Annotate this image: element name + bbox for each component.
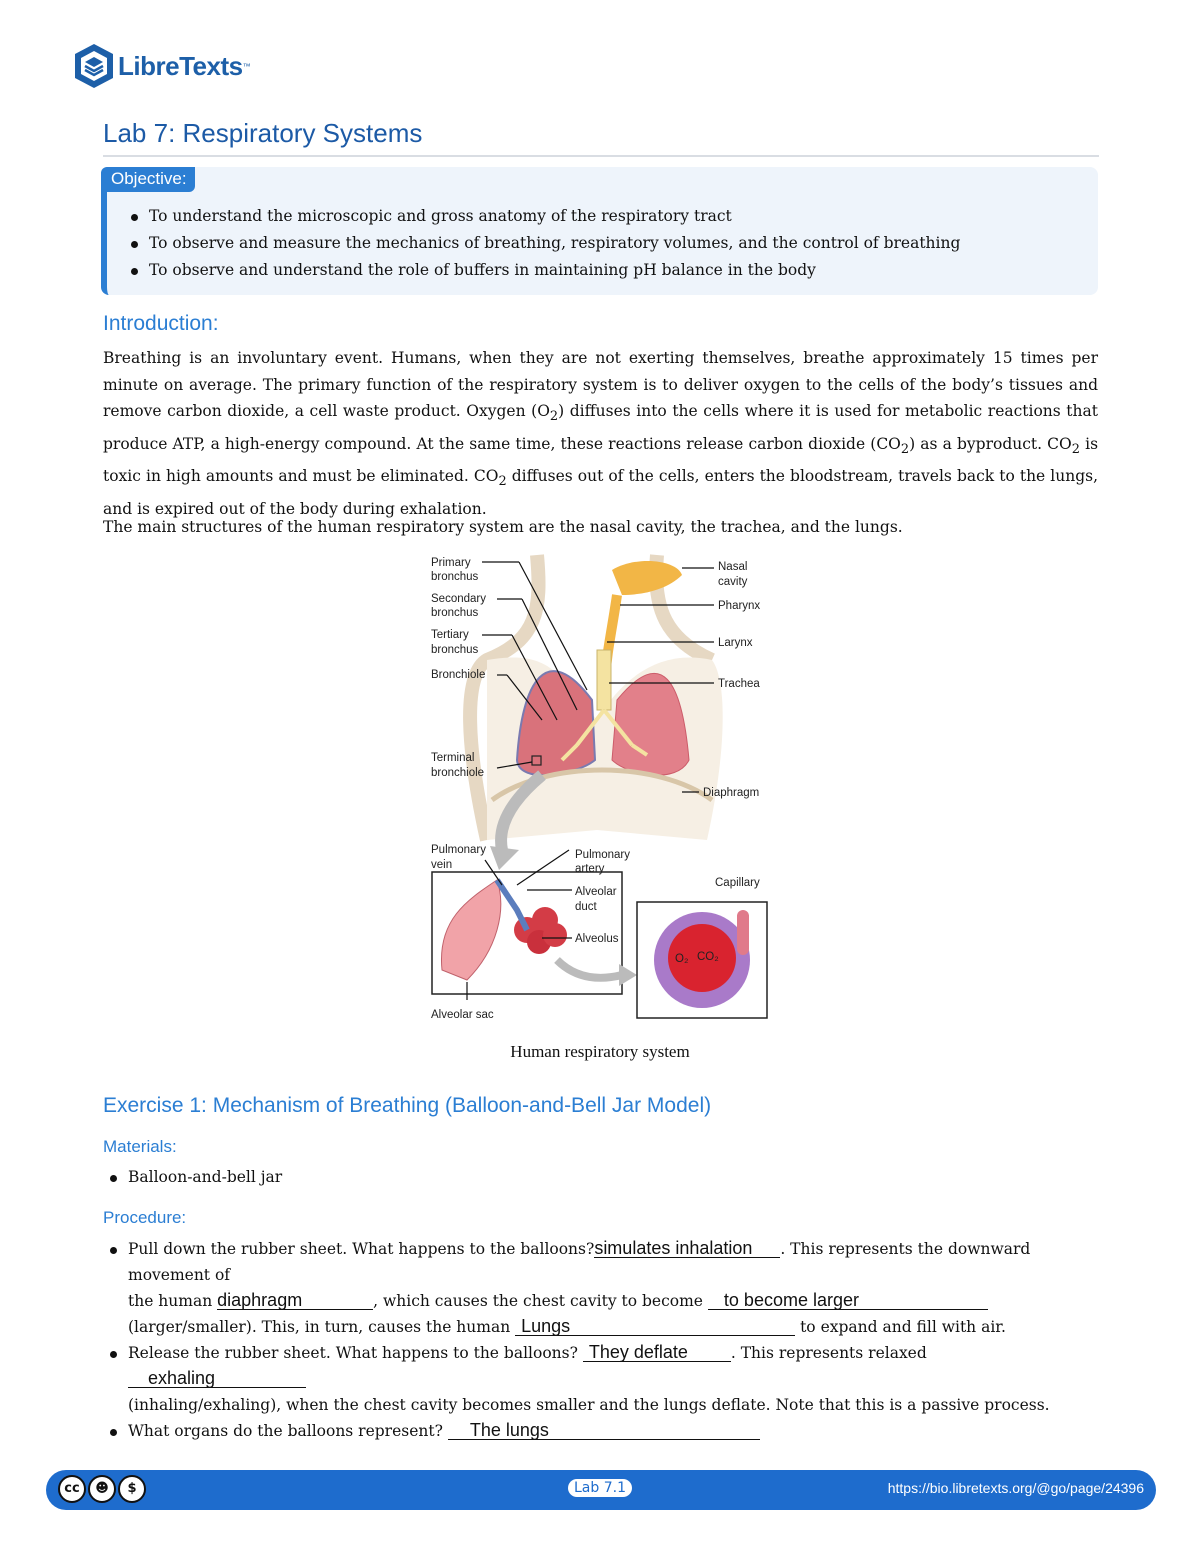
page-title: Lab 7: Respiratory Systems xyxy=(103,118,423,148)
label-pulmonary-vein-2: vein xyxy=(431,859,453,871)
intro-text: ) diffuses into the cells where it is used for metabolic reactions that produce ATP, a high-energy compound. At the same time, these reactions release carbon dioxide (CO xyxy=(103,402,1098,453)
objective-item: To understand the microscopic and gross anatomy of the respiratory tract xyxy=(127,203,960,230)
answer-field-relaxed[interactable]: exhaling xyxy=(128,1369,306,1388)
introduction-heading: Introduction: xyxy=(103,312,219,335)
procedure-step-3 xyxy=(106,1418,1096,1444)
answer-field-balloons[interactable]: simulates inhalation xyxy=(594,1239,780,1258)
page-url-link[interactable]: https://bio.libretexts.org/@go/page/24396 xyxy=(887,1480,1144,1496)
label-pharynx: Pharynx xyxy=(718,600,761,612)
label-tertiary-bronchus: Tertiary xyxy=(431,629,469,641)
figure-caption: Human respiratory system xyxy=(510,1042,690,1061)
libretexts-logo[interactable] xyxy=(72,42,251,90)
answer-field-chest-size[interactable]: to become larger xyxy=(708,1291,988,1310)
objective-label: Objective: xyxy=(101,167,195,192)
co2-label: CO₂ xyxy=(697,951,719,963)
procedure-step-1 xyxy=(106,1236,1096,1288)
procedure-text: What organs do the balloons represent? xyxy=(128,1422,443,1440)
label-tertiary-bronchus-2: bronchus xyxy=(431,644,479,656)
procedure-text: Release the rubber sheet. What happens to the balloons? xyxy=(128,1344,578,1362)
exercise-heading: Exercise 1: Mechanism of Breathing (Balloon-and-Bell Jar Model) xyxy=(103,1094,712,1117)
procedure-text: , which causes the chest cavity to become xyxy=(373,1292,703,1310)
label-pulmonary-artery: Pulmonary xyxy=(575,849,630,861)
label-alveolar-duct: Alveolar xyxy=(575,886,617,898)
libretexts-hexagon-icon xyxy=(72,42,116,90)
label-primary-bronchus: Primary xyxy=(431,557,471,569)
objective-item: To observe and understand the role of buffers in maintaining pH balance in the body xyxy=(127,257,960,284)
label-secondary-bronchus-2: bronchus xyxy=(431,607,479,619)
license-badge[interactable] xyxy=(58,1475,146,1505)
label-larynx: Larynx xyxy=(718,637,753,649)
answer-field-balloon-organs[interactable]: The lungs xyxy=(448,1421,760,1440)
nc-icon: $ xyxy=(118,1475,146,1503)
page-number: Lab 7.1 xyxy=(568,1479,632,1497)
introduction-paragraph xyxy=(103,345,1098,522)
label-alveolar-sac: Alveolar sac xyxy=(431,1009,494,1020)
o2-label: O₂ xyxy=(675,953,689,965)
procedure-step-2 xyxy=(106,1340,1096,1392)
logo-tm: ™ xyxy=(242,61,251,71)
label-alveolar-duct-2: duct xyxy=(575,901,597,913)
label-secondary-bronchus: Secondary xyxy=(431,593,486,605)
procedure-text: . This represents relaxed xyxy=(730,1344,927,1362)
label-terminal-bronchiole-2: bronchiole xyxy=(431,767,485,779)
respiratory-system-figure xyxy=(427,550,777,1020)
answer-field-diaphragm[interactable]: diaphragm xyxy=(217,1291,373,1310)
subscript: 2 xyxy=(498,474,507,490)
label-nasal-cavity: Nasal xyxy=(718,561,748,573)
procedure-text: (larger/smaller). This, in turn, causes the human xyxy=(128,1318,511,1336)
cc-icon: cc xyxy=(58,1475,86,1503)
procedure-list xyxy=(106,1236,1096,1444)
objective-box xyxy=(101,167,1098,295)
label-diaphragm: Diaphragm xyxy=(703,787,760,799)
label-bronchiole: Bronchiole xyxy=(431,669,486,681)
materials-item: Balloon-and-bell jar xyxy=(106,1164,282,1191)
label-pulmonary-artery-2: artery xyxy=(575,863,605,875)
label-alveolus: Alveolus xyxy=(575,933,619,945)
label-primary-bronchus-2: bronchus xyxy=(431,571,479,583)
procedure-step-1-line-2 xyxy=(106,1288,1096,1314)
procedure-text: the human xyxy=(128,1292,213,1310)
page-footer xyxy=(46,1470,1156,1510)
logo-text: LibreTexts xyxy=(118,50,243,81)
objective-item: To observe and measure the mechanics of breathing, respiratory volumes, and the control of breathing xyxy=(127,230,960,257)
subscript: 2 xyxy=(1071,441,1080,457)
label-pulmonary-vein: Pulmonary xyxy=(431,844,486,856)
procedure-text: (inhaling/exhaling), when the chest cavity becomes smaller and the lungs deflate. Note that this is a passive process. xyxy=(128,1396,1050,1414)
intro-text: is toxic in high amounts and must be eliminated. CO xyxy=(103,434,1099,486)
procedure-text: to expand and fill with air. xyxy=(800,1318,1006,1336)
introduction-paragraph-2: The main structures of the human respiratory system are the nasal cavity, the trachea, and the lungs. xyxy=(103,518,903,536)
label-trachea: Trachea xyxy=(718,678,760,690)
label-capillary: Capillary xyxy=(715,877,760,889)
title-divider xyxy=(103,155,1099,157)
label-nasal-cavity-2: cavity xyxy=(718,576,748,588)
objective-list xyxy=(127,203,960,284)
procedure-text: Pull down the rubber sheet. What happens to the balloons? xyxy=(128,1240,595,1258)
intro-text: diffuses out of the cells, enters the bloodstream, travels back to the lungs, and is expired out of the body during exhalation. xyxy=(103,467,1099,518)
by-icon: ☻ xyxy=(88,1475,116,1503)
subscript: 2 xyxy=(549,409,559,425)
procedure-heading: Procedure: xyxy=(103,1208,187,1227)
label-terminal-bronchiole: Terminal xyxy=(431,752,475,764)
procedure-step-2-line-2 xyxy=(106,1392,1096,1418)
answer-field-release[interactable]: They deflate xyxy=(583,1343,731,1362)
intro-text: ) as a byproduct. CO xyxy=(909,434,1072,453)
materials-heading: Materials: xyxy=(103,1137,177,1156)
procedure-text: . This represents the downward movement of xyxy=(128,1240,1031,1284)
procedure-step-1-line-3 xyxy=(106,1314,1096,1340)
answer-field-organ[interactable]: Lungs xyxy=(515,1317,795,1336)
intro-text: Breathing is an involuntary event. Humans, when they are not exerting themselves, breathe approximately 15 times per minute on average. The primary function of the respiratory system is to deliver oxygen to the cells of the body’s tissues and remove carbon dioxide, a cell waste product. Oxygen (O xyxy=(103,349,1098,420)
subscript: 2 xyxy=(900,441,910,457)
materials-list xyxy=(106,1164,282,1191)
